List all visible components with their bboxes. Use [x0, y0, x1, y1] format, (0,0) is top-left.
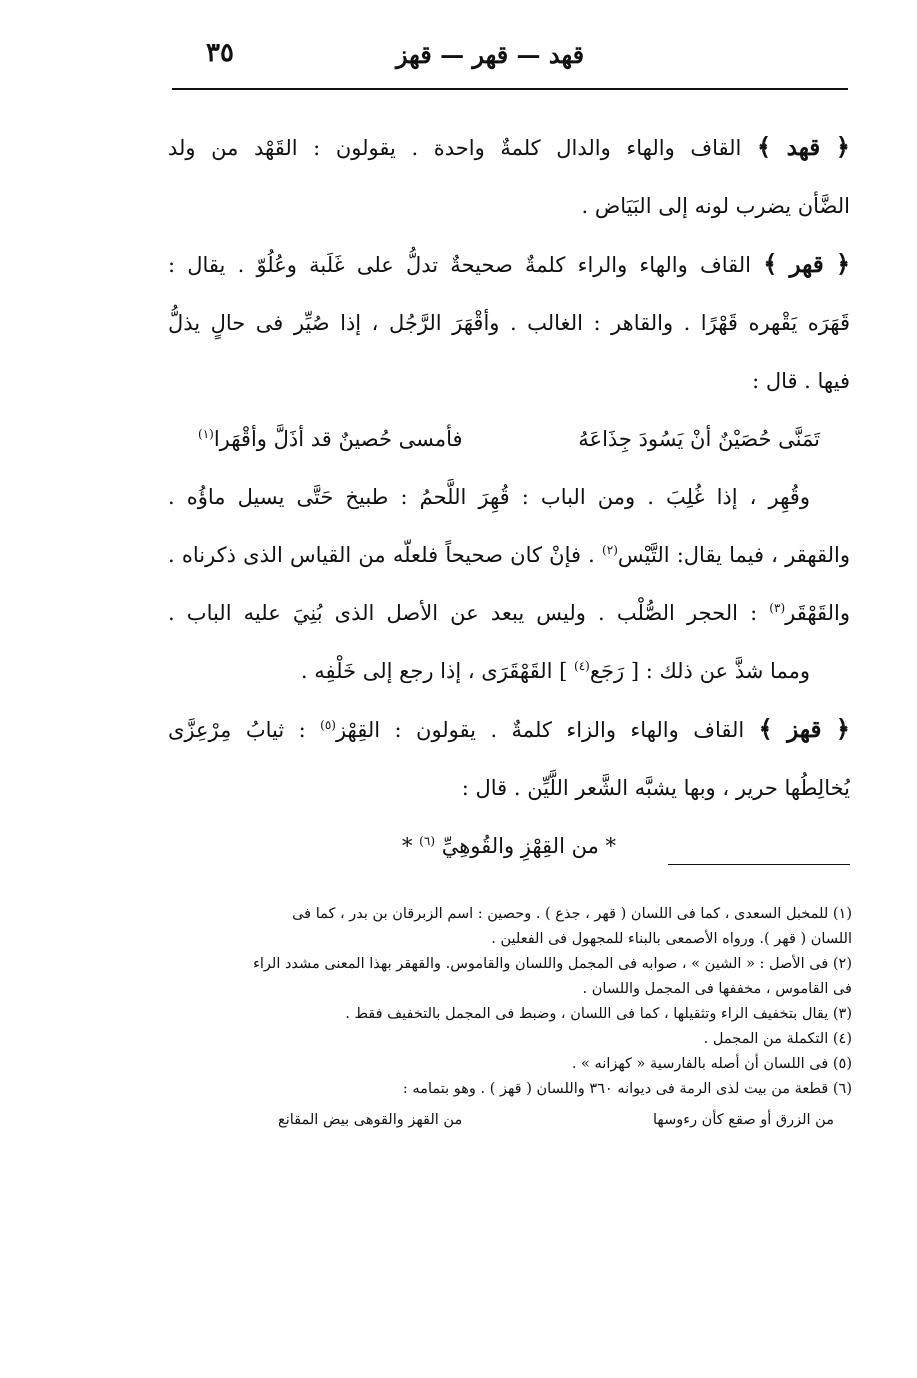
- text-line: قَهَرَه يَقْهره قَهْرًا . والقاهر : الغالب . وأقْهَرَ الرَّجُل ، إذا صُيِّر فى حالٍ يذلُّ: [168, 311, 850, 335]
- verse-hemistich: [198, 410, 463, 468]
- footnote: (٤) التكملة من المجمل .: [703, 1031, 852, 1047]
- footnote-continuation: فى القاموس ، مخففها فى المجمل واللسان .: [582, 981, 852, 997]
- footnotes: [168, 902, 852, 1133]
- text-line: وقُهِر ، إذا غُلِبَ . ومن الباب : قُهِرَ اللَّحمُ : طبيخ حَتَّى يسيل ماؤُه .: [168, 485, 810, 509]
- entry-headword: قهر: [789, 251, 824, 278]
- verse-line: [168, 817, 850, 875]
- page-number: ٣٥: [206, 38, 234, 68]
- text-run: : ثيابُ مِرْعِزَّى: [168, 718, 306, 742]
- verse-line: [168, 410, 850, 468]
- text-run: والقهقر ، فيما يقال: التَّيْس: [617, 543, 850, 567]
- ornate-bracket: ﴿: [835, 249, 850, 278]
- footnote-continuation: اللسان ( قهر ). ورواه الأصمعى بالبناء للمجهول فى الفعلين .: [491, 931, 852, 947]
- text-line: القاف والهاء والراء كلمةٌ صحيحةٌ تدلُّ على غَلَبة وعُلُوّ . يقال :: [168, 253, 751, 277]
- page-header-title: قهد — قهر — قهز: [395, 40, 585, 69]
- footnote-ref: (٦): [419, 834, 435, 848]
- entry-line: [168, 235, 850, 294]
- footnote-verse: [168, 1108, 852, 1133]
- text-run: والقَهْقَر: [785, 601, 850, 625]
- entry-line: [168, 118, 850, 177]
- verse-text: فأمسى حُصينٌ قد أذَلَّ وأقْهَرا: [213, 427, 463, 451]
- footnote: (١) للمخبل السعدى ، كما فى اللسان ( قهر ، جذع ) . وحصين : اسم الزبرقان بن بدر ، كما فى: [292, 906, 852, 922]
- entry-headword: قهز: [787, 716, 822, 743]
- footnote: (٥) فى اللسان أن أصله بالفارسية « كهزانه » .: [571, 1056, 852, 1072]
- verse-hemistich: تَمَنَّى حُصَيْنٌ أنْ يَسُودَ جِذَاعَهُ: [578, 427, 820, 451]
- text-run: ] القَهْقَرَى ، إذا رجع إلى خَلْفِه .: [300, 659, 568, 683]
- ornate-bracket: ﴾: [756, 132, 772, 161]
- footnote-rule: [668, 864, 850, 865]
- text-line: [168, 526, 850, 584]
- text-line: فيها . قال :: [752, 369, 850, 393]
- footnote-ref: (٣): [769, 601, 786, 615]
- text-line: [168, 584, 850, 642]
- footnote-ref: (٢): [602, 543, 618, 557]
- verse-hemistich: من الزرق أو صقع كأن رءوسها: [653, 1112, 834, 1128]
- text-run: القاف والهاء والزاء كلمةٌ . يقولون : القِهْز: [335, 718, 745, 742]
- footnote: (٣) يقال بتخفيف الراء وتثقيلها ، كما فى اللسان ، وضبط فى المجمل بالتخفيف فقط .: [345, 1006, 852, 1022]
- footnote: (٦) قطعة من بيت لذى الرمة فى ديوانه ٣٦٠ واللسان ( قهز ) . وهو بتمامه :: [402, 1081, 852, 1097]
- footnote-ref: (١): [198, 427, 214, 441]
- text-line: [168, 642, 850, 700]
- ornate-bracket: ﴾: [763, 249, 778, 278]
- verse-hemistich: من القهز والقوهى بيض المقانع: [278, 1112, 463, 1128]
- verse-end-star: *: [401, 834, 413, 858]
- text-line: الضَّأن يضرب لونه إلى البَيَاض .: [581, 194, 850, 218]
- entry-headword: قهد: [786, 134, 821, 161]
- footnote-ref: (٤): [574, 659, 590, 673]
- text-line: القاف والهاء والدال كلمةٌ واحدة . يقولون : القَهْد من ولد: [168, 136, 742, 160]
- text-run: ومما شذَّ عن ذلك : [ رَجَع: [589, 659, 810, 683]
- text-run: : الحجر الصُّلْب . وليس يبعد عن الأصل الذى بُنِيَ عليه الباب .: [168, 601, 758, 625]
- main-text: [168, 118, 850, 875]
- header-rule: [172, 88, 848, 90]
- footnote: (٢) فى الأصل : « الشين » ، صوابه فى المجمل واللسان والقاموس. والقهقر بهذا المعنى مشدد الراء: [253, 956, 852, 972]
- ornate-bracket: ﴿: [835, 132, 850, 161]
- verse-text: * من القِهْزِ والقُوهِيِّ: [441, 834, 616, 858]
- ornate-bracket: ﴿: [835, 714, 850, 743]
- footnote-ref: (٥): [320, 718, 336, 732]
- ornate-bracket: ﴾: [758, 714, 773, 743]
- entry-line: [168, 700, 850, 759]
- text-line: يُخالِطُها حرير ، وبها يشبَّه الشَّعر اللَّيِّن . قال :: [461, 776, 850, 800]
- text-run: . فإنْ كان صحيحاً فلعلّه من القياس الذى ذكرناه .: [168, 543, 595, 567]
